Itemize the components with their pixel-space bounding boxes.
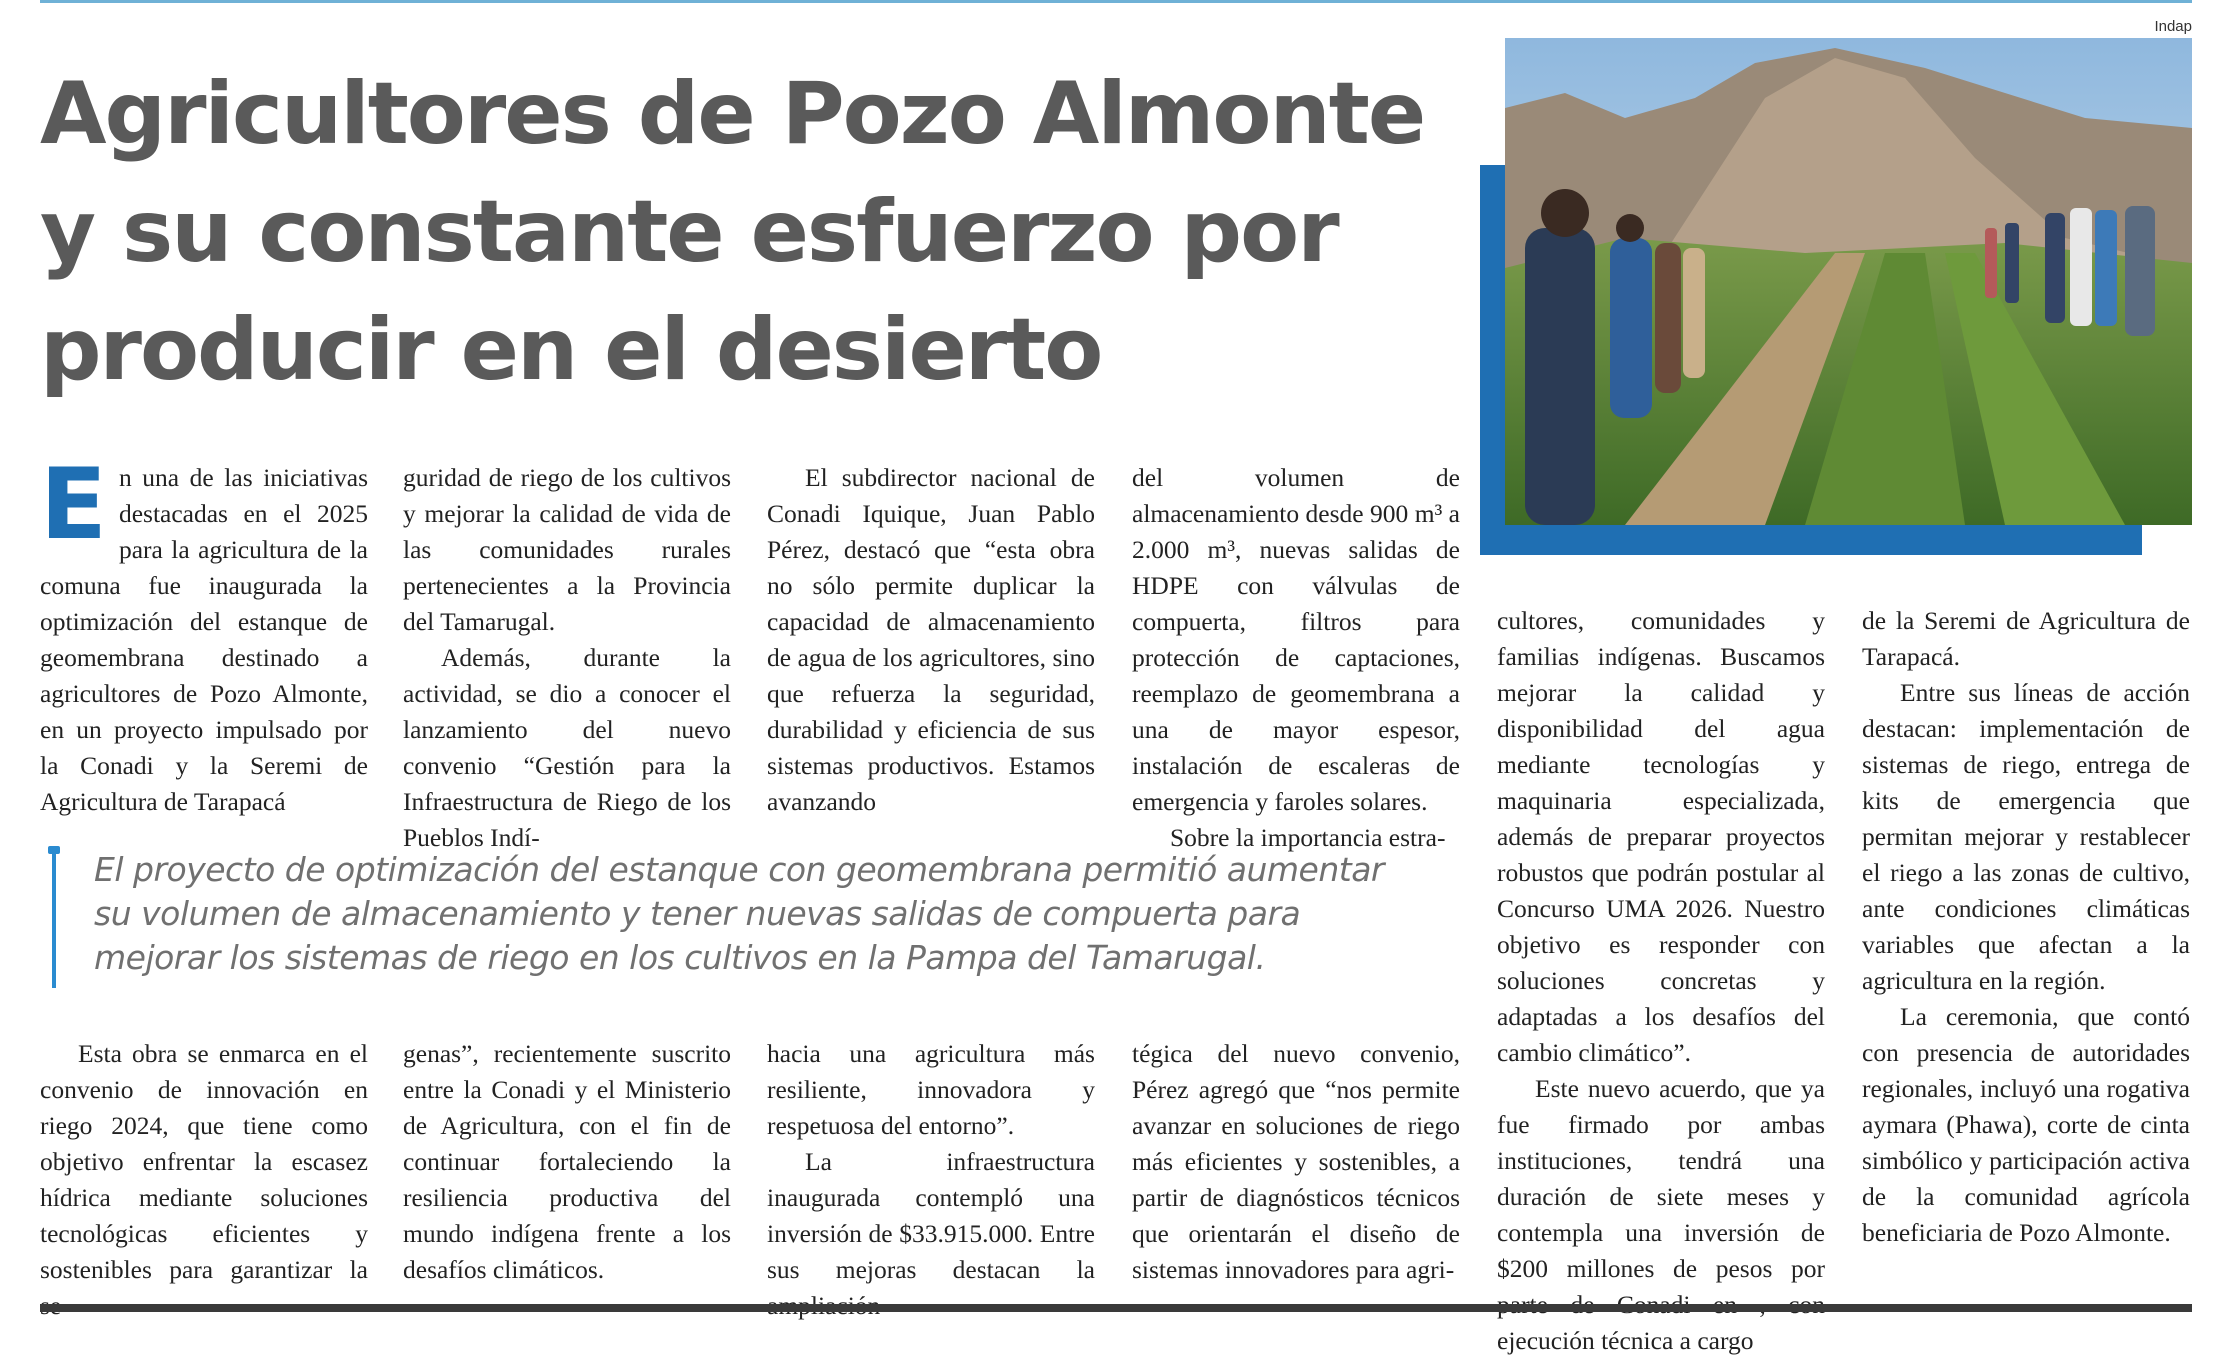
headline-line-3: producir en el desierto xyxy=(40,300,1102,400)
pull-quote xyxy=(52,848,1432,988)
column-2-bottom xyxy=(403,1036,731,1288)
column-2-top xyxy=(403,460,731,856)
paragraph: hacia una agricultura más resiliente, innovadora y respetuosa del entorno”. xyxy=(767,1039,1095,1140)
column-3-bottom xyxy=(767,1036,1095,1324)
column-4-bottom xyxy=(1132,1036,1460,1288)
top-rule xyxy=(40,0,2192,3)
pull-quote-line-1: El proyecto de optimización del estanque con geomembrana permitió aumentar xyxy=(94,850,1384,889)
headline-line-2: y su constante esfuerzo por xyxy=(40,182,1338,282)
paragraph: guridad de riego de los cultivos y mejorar la calidad de vida de las comunidades rurales pertenecientes a la Provincia del Tamarugal. xyxy=(403,463,731,636)
article-photo xyxy=(1505,38,2192,525)
pull-quote-bar xyxy=(52,848,56,988)
pull-quote-text xyxy=(94,848,1384,980)
paragraph: La infraestructura inaugurada contempló una inversión de $33.915.000. Entre sus mejoras destacan la xyxy=(767,1147,1095,1284)
column-6 xyxy=(1862,603,2190,1251)
headline-line-1: Agricultores de Pozo Almonte xyxy=(40,64,1425,164)
pull-quote-line-2: su volumen de almacenamiento y tener nuevas salidas de compuerta para xyxy=(94,894,1301,933)
paragraph: tégica del nuevo convenio, Pérez agregó que “nos permite avanzar en soluciones de riego más eficientes y sostenibles, a partir de diagnósticos técnicos que orientarán el diseño de sistemas innovadores para agri- xyxy=(1132,1039,1460,1284)
photo-credit: Indap xyxy=(2154,18,2192,35)
paragraph: Este nuevo acuerdo, que ya fue firmado por ambas instituciones, tendrá una duración de siete meses y contempla una inversión de $200 millones de pesos por ejecución técnica a cargo xyxy=(1497,1074,1825,1355)
pull-quote-line-3: mejorar los sistemas de riego en los cultivos en la Pampa del Tamarugal. xyxy=(94,938,1266,977)
paragraph: Además, durante la actividad, se dio a conocer el lanzamiento del nuevo convenio “Gestión para la Infraestructura de Riego de los Pueblos Indí- xyxy=(403,643,731,852)
bottom-rule xyxy=(40,1304,2192,1312)
farm-field-image xyxy=(1505,38,2192,525)
paragraph: del volumen de almacenamiento desde 900 m³ a 2.000 m³, nuevas salidas de HDPE con válvulas de compuerta, filtros para protección de captaciones, reemplazo de geomembrana a una de mayor espesor, instalación de escaleras de emergencia y faroles solares. xyxy=(1132,463,1460,816)
paragraph: Entre sus líneas de acción destacan: implementación de sistemas de riego, entrega de kits de emergencia que permitan mejorar y restablecer el riego a las zonas de cultivo, ante condiciones climáticas variables que afectan a la agricultura en la región. xyxy=(1862,678,2190,995)
column-1-bottom xyxy=(40,1036,368,1324)
column-5 xyxy=(1497,603,1825,1359)
paragraph: La ceremonia, que contó con presencia de autoridades regionales, incluyó una rogativa aymara (Phawa), corte de cinta simbólico y participación activa de la comunidad agrícola beneficiaria de Pozo Almonte. xyxy=(1862,1002,2190,1247)
paragraph: genas”, recientemente suscrito entre la Conadi y el Ministerio de Agricultura, con el fin de continuar fortaleciendo la resiliencia productiva del mundo indígena frente a los desafíos climáticos. xyxy=(403,1039,731,1284)
paragraph: El subdirector nacional de Conadi Iquique, Juan Pablo Pérez, destacó que “esta obra no sólo permite duplicar la capacidad de almacenamiento de agua de los agricultores, sino que refuerza la seguridad, durabilidad y eficiencia de sus sistemas productivos. Estamos avanzando xyxy=(767,463,1095,816)
dropcap-letter: E xyxy=(40,448,107,562)
paragraph: Sobre la importancia estra- xyxy=(1170,823,1446,852)
column-3-top xyxy=(767,460,1095,820)
paragraph: Esta obra se enmarca en el convenio de innovación en riego 2024, que tiene como objetivo enfrentar la escasez hídrica mediante soluciones tecnológicas eficientes y sostenibles para garantizar la xyxy=(40,1039,368,1284)
paragraph-intro: n una de las iniciativas destacadas en el 2025 para la agricultura de la comuna fue inaugurada la optimización del estanque de geomembrana destinado a agricultores de Pozo Almonte, en un proyecto impulsado por la Conadi y la Seremi de Agricultura de Tarapacá xyxy=(40,463,368,816)
pull-quote-marker xyxy=(48,846,60,854)
paragraph: cultores, comunidades y familias indígenas. Buscamos mejorar la calidad y disponibilidad del agua mediante tecnologías y maquinaria especializada, además de preparar proyectos robustos que podrán postular al Concurso UMA 2026. Nuestro objetivo es responder con soluciones concretas y adaptadas a los desafíos del cambio climático”. xyxy=(1497,606,1825,1067)
article-headline xyxy=(40,55,1480,409)
column-1-top xyxy=(40,448,368,820)
paragraph: de la Seremi de Agricultura de Tarapacá. xyxy=(1862,606,2190,671)
column-4-top xyxy=(1132,460,1460,856)
